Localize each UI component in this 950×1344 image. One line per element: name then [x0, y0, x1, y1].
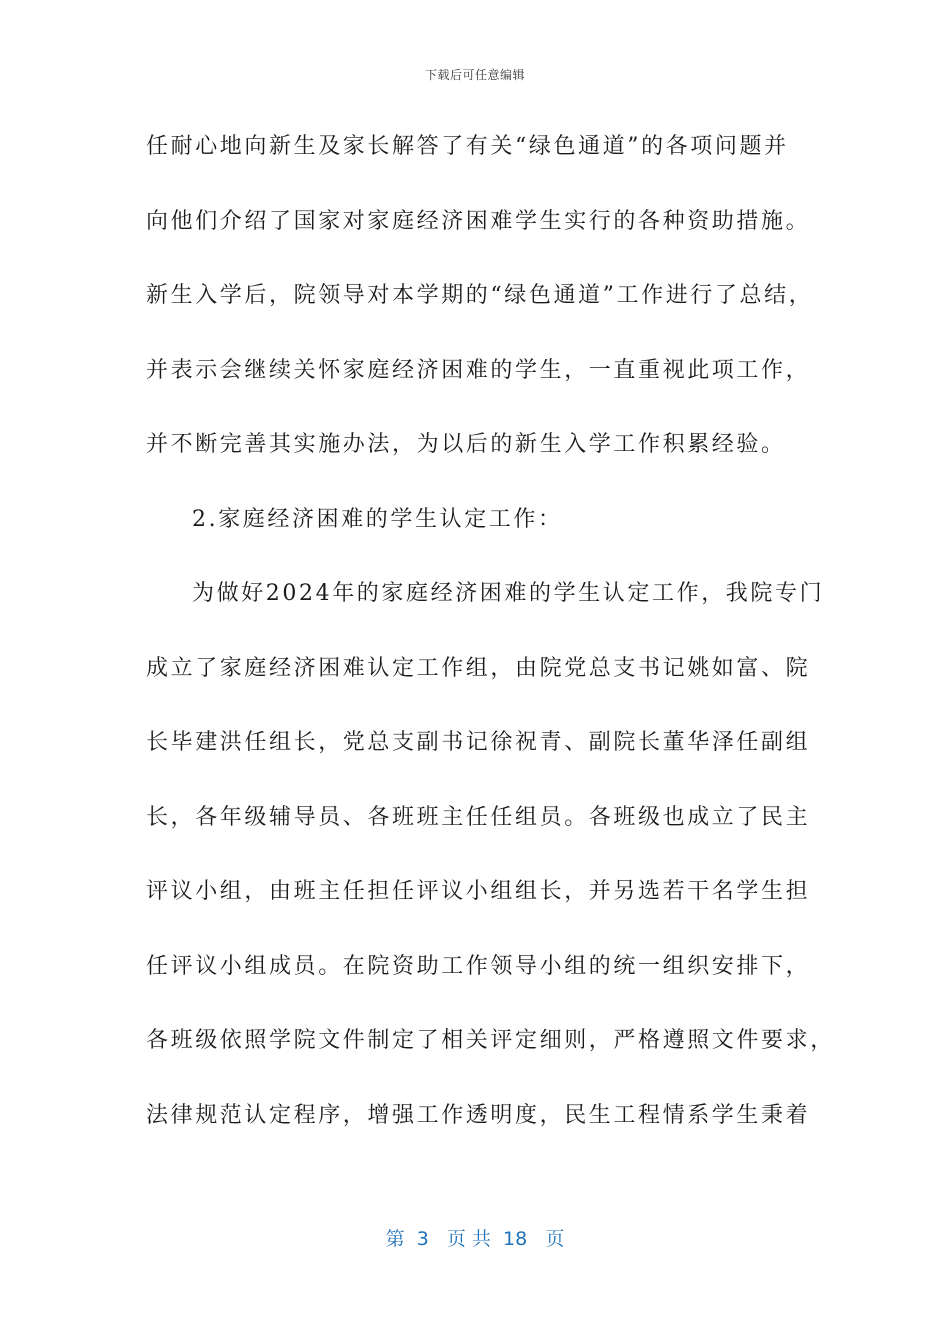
section-heading: 2.家庭经济困难的学生认定工作：: [192, 506, 563, 532]
text-line: 长，各年级辅导员、各班班主任任组员。各班级也成立了民主: [146, 804, 811, 830]
header-note: 下载后可任意编辑: [424, 68, 525, 82]
text-line: 评议小组，由班主任担任评议小组组长，并另选若干名学生担: [146, 879, 811, 904]
text-line: 长毕建洪任组长，党总支副书记徐祝青、副院长董华泽任副组: [146, 730, 811, 755]
text-line: 向他们介绍了国家对家庭经济困难学生实行的各种资助措施。: [146, 208, 811, 234]
text-line: 各班级依照学院文件制定了相关评定细则，严格遵照文件要求，: [146, 1028, 835, 1053]
text-line: 法律规范认定程序，增强工作透明度，民生工程情系学生秉着: [146, 1102, 811, 1128]
text-line: 新生入学后，院领导对本学期的“绿色通道”工作进行了总结，: [146, 283, 814, 308]
paragraph-first-line: 为做好2024年的家庭经济困难的学生认定工作，我院专门: [192, 581, 825, 606]
text-line: 任评议小组成员。在院资助工作领导小组的统一组织安排下，: [146, 953, 811, 979]
document-body: [146, 128, 835, 1171]
page-number-footer: 第 3 页 共 18 页: [385, 1228, 565, 1250]
text-line: 并表示会继续关怀家庭经济困难的学生，一直重视此项工作，: [146, 357, 811, 383]
text-line: 并不断完善其实施办法，为以后的新生入学工作积累经验。: [146, 432, 786, 457]
text-line: 成立了家庭经济困难认定工作组，由院党总支书记姚如富、院: [146, 655, 811, 681]
text-line: 任耐心地向新生及家长解答了有关“绿色通道”的各项问题并: [146, 134, 789, 159]
